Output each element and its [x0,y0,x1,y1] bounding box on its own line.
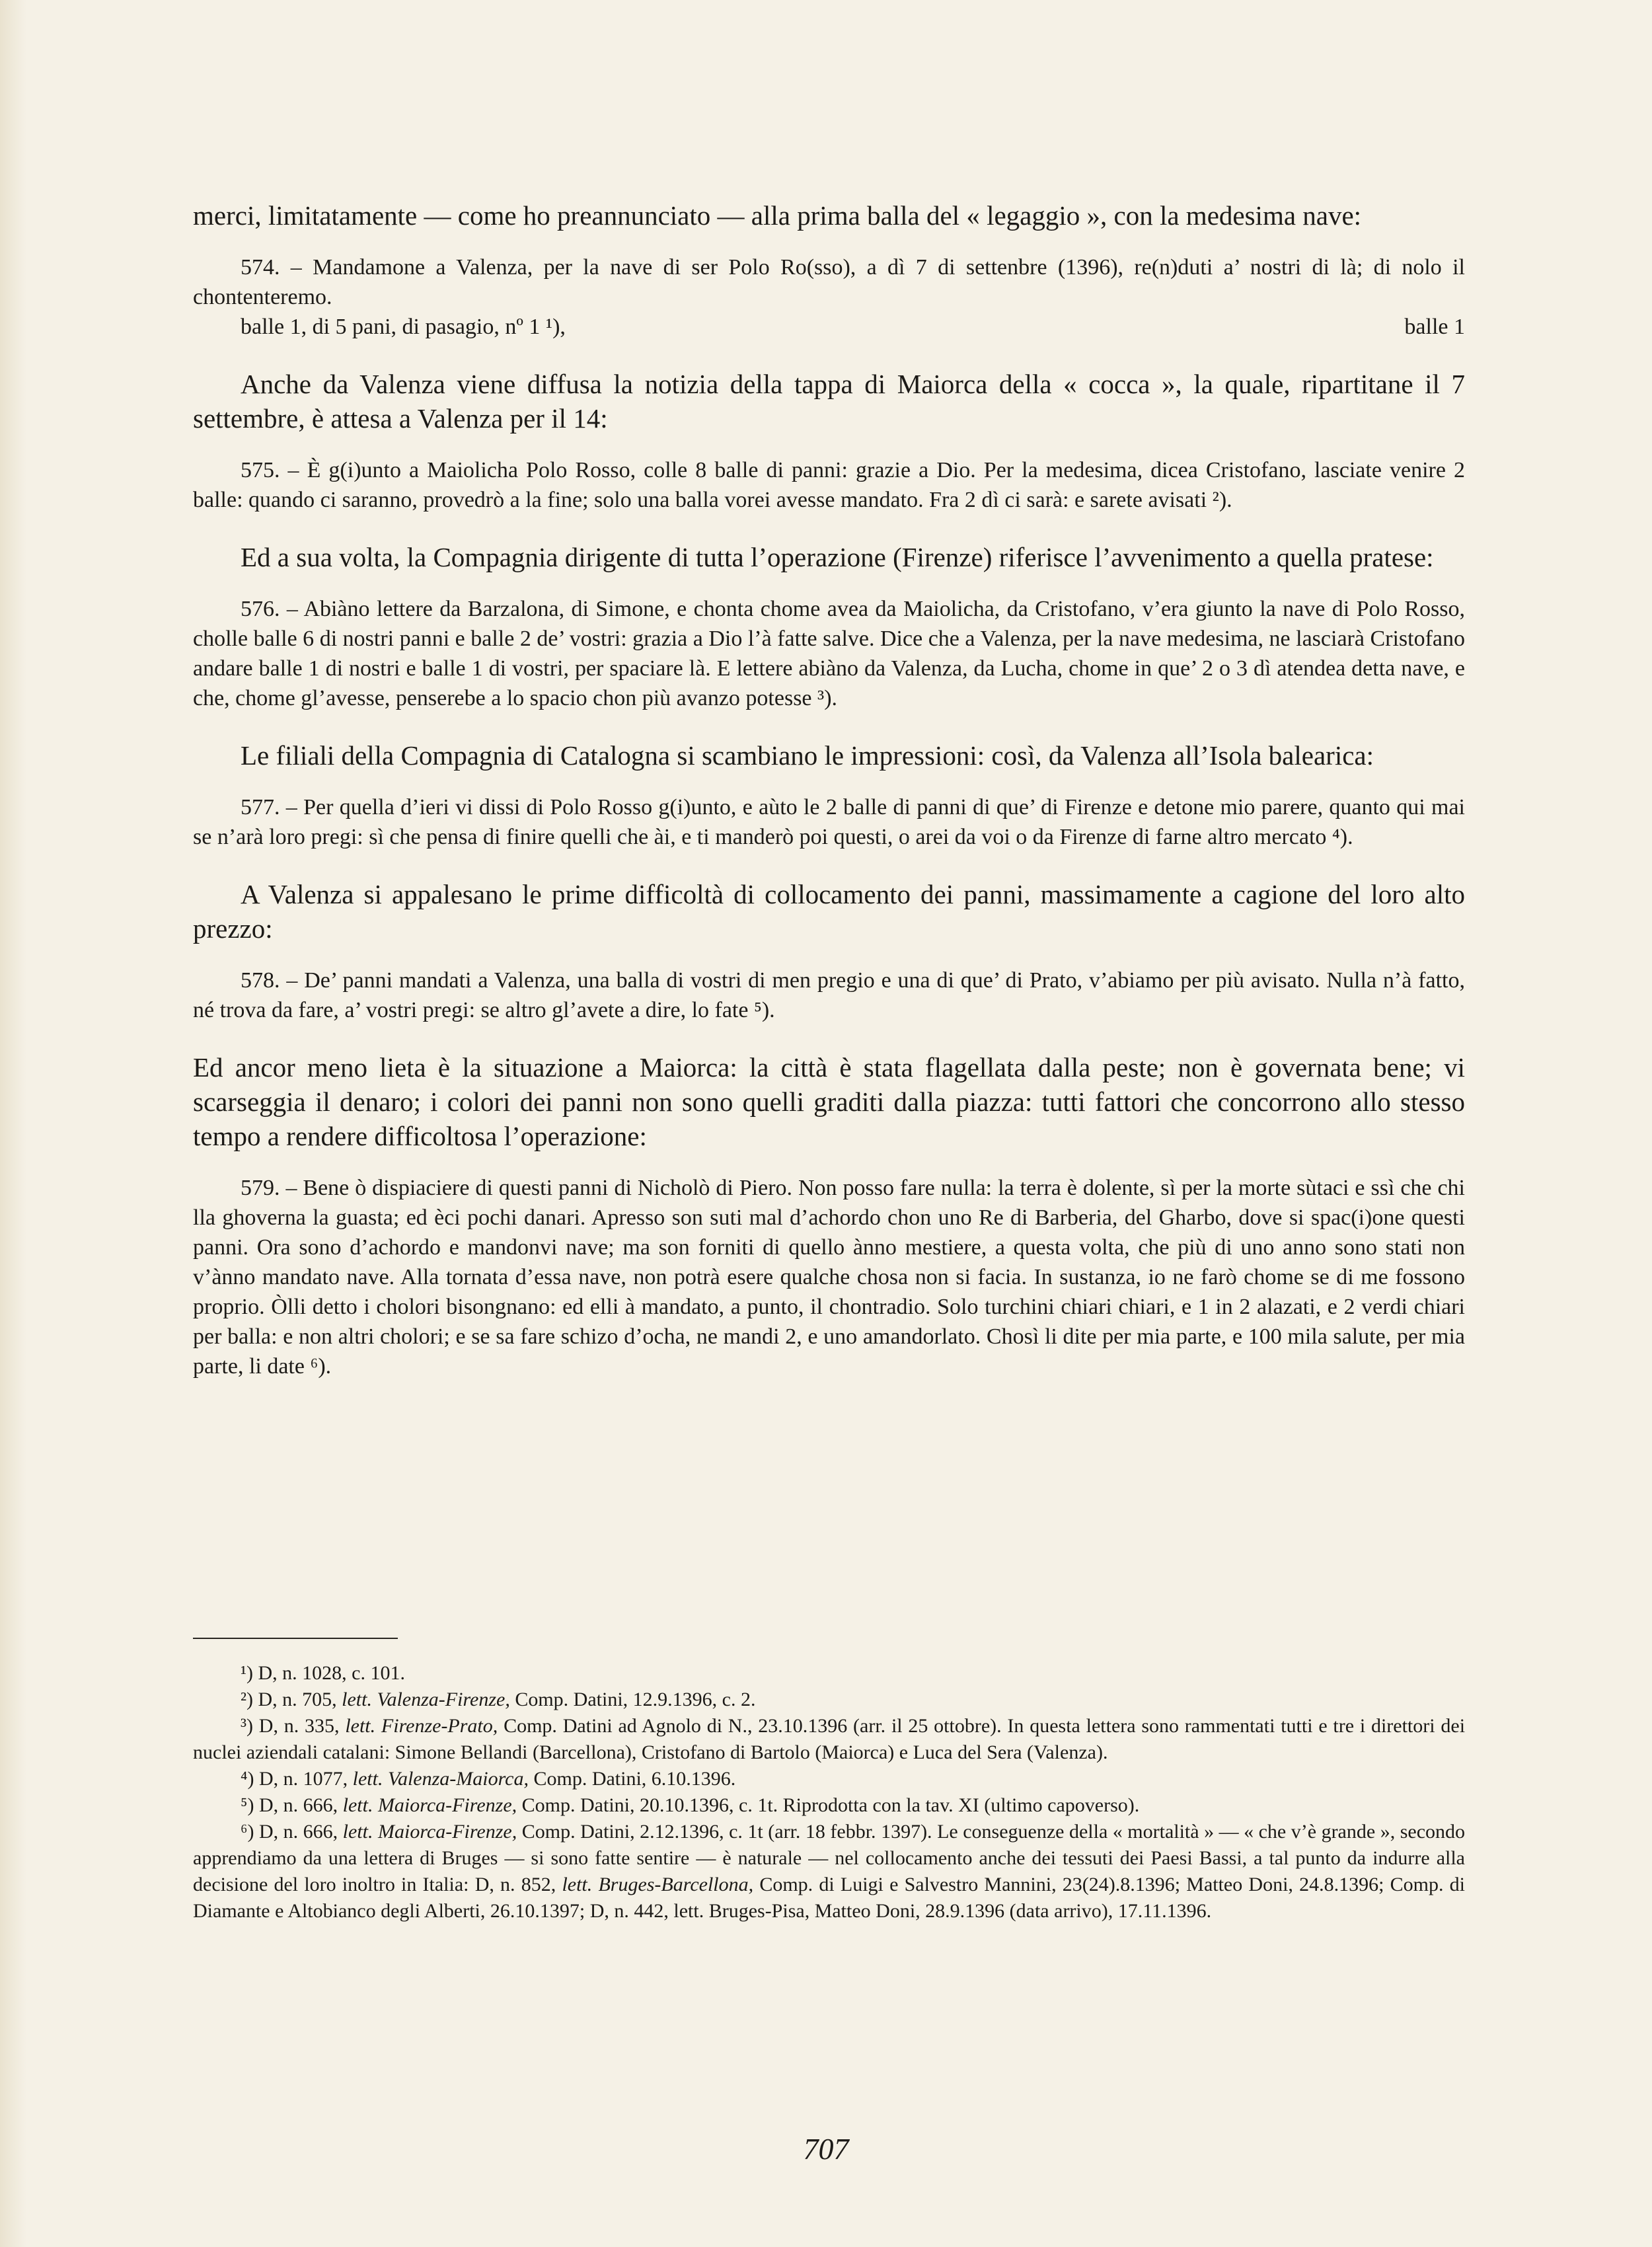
footnote-num: ¹) [241,1662,253,1684]
footnote-rule [193,1638,398,1639]
quote-576: 576. – Abiàno lettere da Barzalona, di Simone, e chonta chome avea da Maiolicha, da Cristofano, v’era giunto la nave di Polo Rosso, cholle balle 6 di nostri panni e balle 2 de’ vostri: grazia a Dio l’à fatte salve. Dice che a Valenza, per la nave medesima, ne lasciarà Cristofano andare balle 1 di nostri e balle 1 di vostri, per spaciare là. E lettere abiàno da Valenza, da Lucha, chome in que’ 2 o 3 dì atendea detta nave, e che, chome gl’avesse, penserebe a lo spacio chon più avanzo potesse ³). [193,597,1465,710]
paragraph-filiali: Le filiali della Compagnia di Catalogna si scambiano le impressioni: così, da Valenza all’Isola balearica: [241,740,1374,771]
footnote-source: lett. Firenze-Prato, [345,1715,498,1737]
quote-577: 577. – Per quella d’ieri vi dissi di Polo Rosso g(i)unto, e aùto le 2 balle di panni di que’ di Firenze e detone mio parere, quanto qui mai se n’arà loro pregi: sì che pensa di finire quelli che ài, e ti manderò poi questi, o arei da voi o da Firenze di farne altro mercato ⁴). [193,795,1465,849]
footnote-text: Comp. di Luigi e Salvestro Mannini, 23(24).8.1396; Matteo Doni, 24.8.1396; Comp. di Diamante e Altobianco degli Alberti, 26.10.1397; D, n. 442, lett. Bruges-Pisa, Matteo Doni, 28.9.1396 (data arrivo), 17.11.1396. [193,1874,1466,1922]
footnote-num: ⁴) [241,1768,254,1790]
footnote-text: D, n. 1028, c. 101. [258,1662,405,1684]
paragraph-valenza-news: Anche da Valenza viene diffusa la notizia della tappa di Maiorca della « cocca », la quale, ripartitane il 7 settembre, è attesa a Valenza per il 14: [193,369,1465,434]
footnote-source: lett. Bruges-Barcellona, [562,1874,754,1895]
footnote-num: ⁶) [241,1821,254,1843]
footnote-num: ²) [241,1689,253,1710]
footnote-1 [193,1660,1465,1687]
footnote-3 [193,1713,1465,1766]
paragraph-compagnia: Ed a sua volta, la Compagnia dirigente di tutta l’operazione (Firenze) riferisce l’avvenimento a quella pratese: [241,542,1434,572]
quote-574: 574. – Mandamone a Valenza, per la nave di ser Polo Ro(sso), a dì 7 di settenbre (1396), re(n)duti a’ nostri di là; di nolo il chontenteremo. [193,255,1465,309]
quote-575: 575. – È g(i)unto a Maiolicha Polo Rosso, colle 8 balle di panni: grazie a Dio. Per la medesima, dicea Cristofano, lasciate venire 2 balle: quando ci saranno, provedrò a la fine; solo una balla vorei avesse mandato. Fra 2 dì ci sarà: e sarete avisati ²). [193,458,1465,512]
footnote-source: lett. Maiorca-Firenze, [342,1794,517,1816]
footnote-4 [193,1766,1465,1792]
footnote-text: D, n. 666, [258,1821,338,1843]
footnote-source: lett. Valenza-Firenze, [342,1689,510,1710]
balle-row [193,312,1465,342]
footnote-text: D, n. 666, [258,1794,338,1816]
paragraph-difficolta: A Valenza si appalesano le prime difficoltà di collocamento dei panni, massimamente a cagione del loro alto prezzo: [193,879,1465,944]
footnotes [193,1660,1465,1924]
footnote-num: ³) [241,1715,253,1737]
footnote-source: lett. Valenza-Maiorca, [352,1768,529,1790]
main-text [193,198,1465,1381]
paragraph-intro: merci, limitatamente — come ho preannunciato — alla prima balla del « legaggio », con la medesima nave: [193,200,1362,231]
footnote-5 [193,1792,1465,1819]
footnote-num: ⁵) [241,1794,254,1816]
page-number: 707 [803,2132,849,2166]
footnote-text: D, n. 705, [258,1689,337,1710]
balle-row-left: balle 1, di 5 pani, di pasagio, nº 1 ¹), [241,315,566,339]
footnote-text: Comp. Datini, 20.10.1396, c. 1t. Riprodotta con la tav. XI (ultimo capoverso). [521,1794,1140,1816]
quote-579: 579. – Bene ò dispiaciere di questi panni di Nicholò di Piero. Non posso fare nulla: la terra è dolente, sì per la morte sùtaci e ssì che chi lla ghoverna la guasta; ed èci pochi danari. Apresso son suti mal d’achordo chon uno Re di Barberia, del Gharbo, dove si spac(i)one questi panni. Ora sono d’achordo e mandonvi nave; ma son forniti di quello ànno mestiere, a questa volta, che più di uno anno sono stati non v’ànno mandato nave. Alla tornata d’essa nave, non potrà esere qualche chosa non si facia. In sustanza, io ne farò chome se di me fossono proprio. Òlli detto i cholori bisongnano: ed elli à mandato, a punto, il chontradio. Solo turchini chiari chiari, e 1 in 2 alazati, e 2 verdi chiari per balla: e non altri cholori; e se sa fare schizo d’ocha, ne mandi 2, e uno amandorlato. Chosì li dite per mia parte, e 100 mila salute, per mia parte, li date ⁶). [193,1176,1465,1379]
page-edge-shadow [0,0,26,2247]
footnote-text: D, n. 335, [258,1715,340,1737]
footnote-text: Comp. Datini ad Agnolo di N., 23.10.1396 (arr. il 25 ottobre). In questa lettera sono rammentati tutti e tre i direttori dei nuclei aziendali catalani: Simone Bellandi (Barcellona), Cristofano di Bartolo (Maiorca) e Luca del Sera (Valenza). [193,1715,1466,1763]
footnote-text: Comp. Datini, 12.9.1396, c. 2. [515,1689,756,1710]
footnote-6 [193,1819,1465,1924]
footnote-2 [193,1687,1465,1713]
footnote-text: Comp. Datini, 2.12.1396, c. 1t (arr. 18 febbr. 1397). Le conseguenze della « mortalità » — « che v’è grande », secondo apprendiamo da una lettera di Bruges — si sono fatte sentire — è naturale — nel collocamento anche dei tessuti dei Paesi Bassi, a tal punto da indurre alla decisione del loro inoltro in Italia: D, n. 852, [193,1821,1466,1895]
footnote-source: lett. Maiorca-Firenze, [342,1821,517,1843]
footnote-text: D, n. 1077, [258,1768,348,1790]
balle-row-right: balle 1 [1404,315,1465,339]
paragraph-maiorca: Ed ancor meno lieta è la situazione a Maiorca: la città è stata flagellata dalla peste; non è governata bene; vi scarseggia il denaro; i colori dei panni non sono quelli graditi dalla piazza: tutti fattori che concorrono allo stesso tempo a rendere difficoltosa l’operazione: [193,1052,1465,1151]
quote-578: 578. – De’ panni mandati a Valenza, una balla di vostri di men pregio e una di que’ di Prato, v’abiamo per più avisato. Nulla n’à fatto, né trova da fare, a’ vostri pregi: se altro gl’avete a dire, lo fate ⁵). [193,968,1465,1022]
footnote-text: Comp. Datini, 6.10.1396. [533,1768,736,1790]
